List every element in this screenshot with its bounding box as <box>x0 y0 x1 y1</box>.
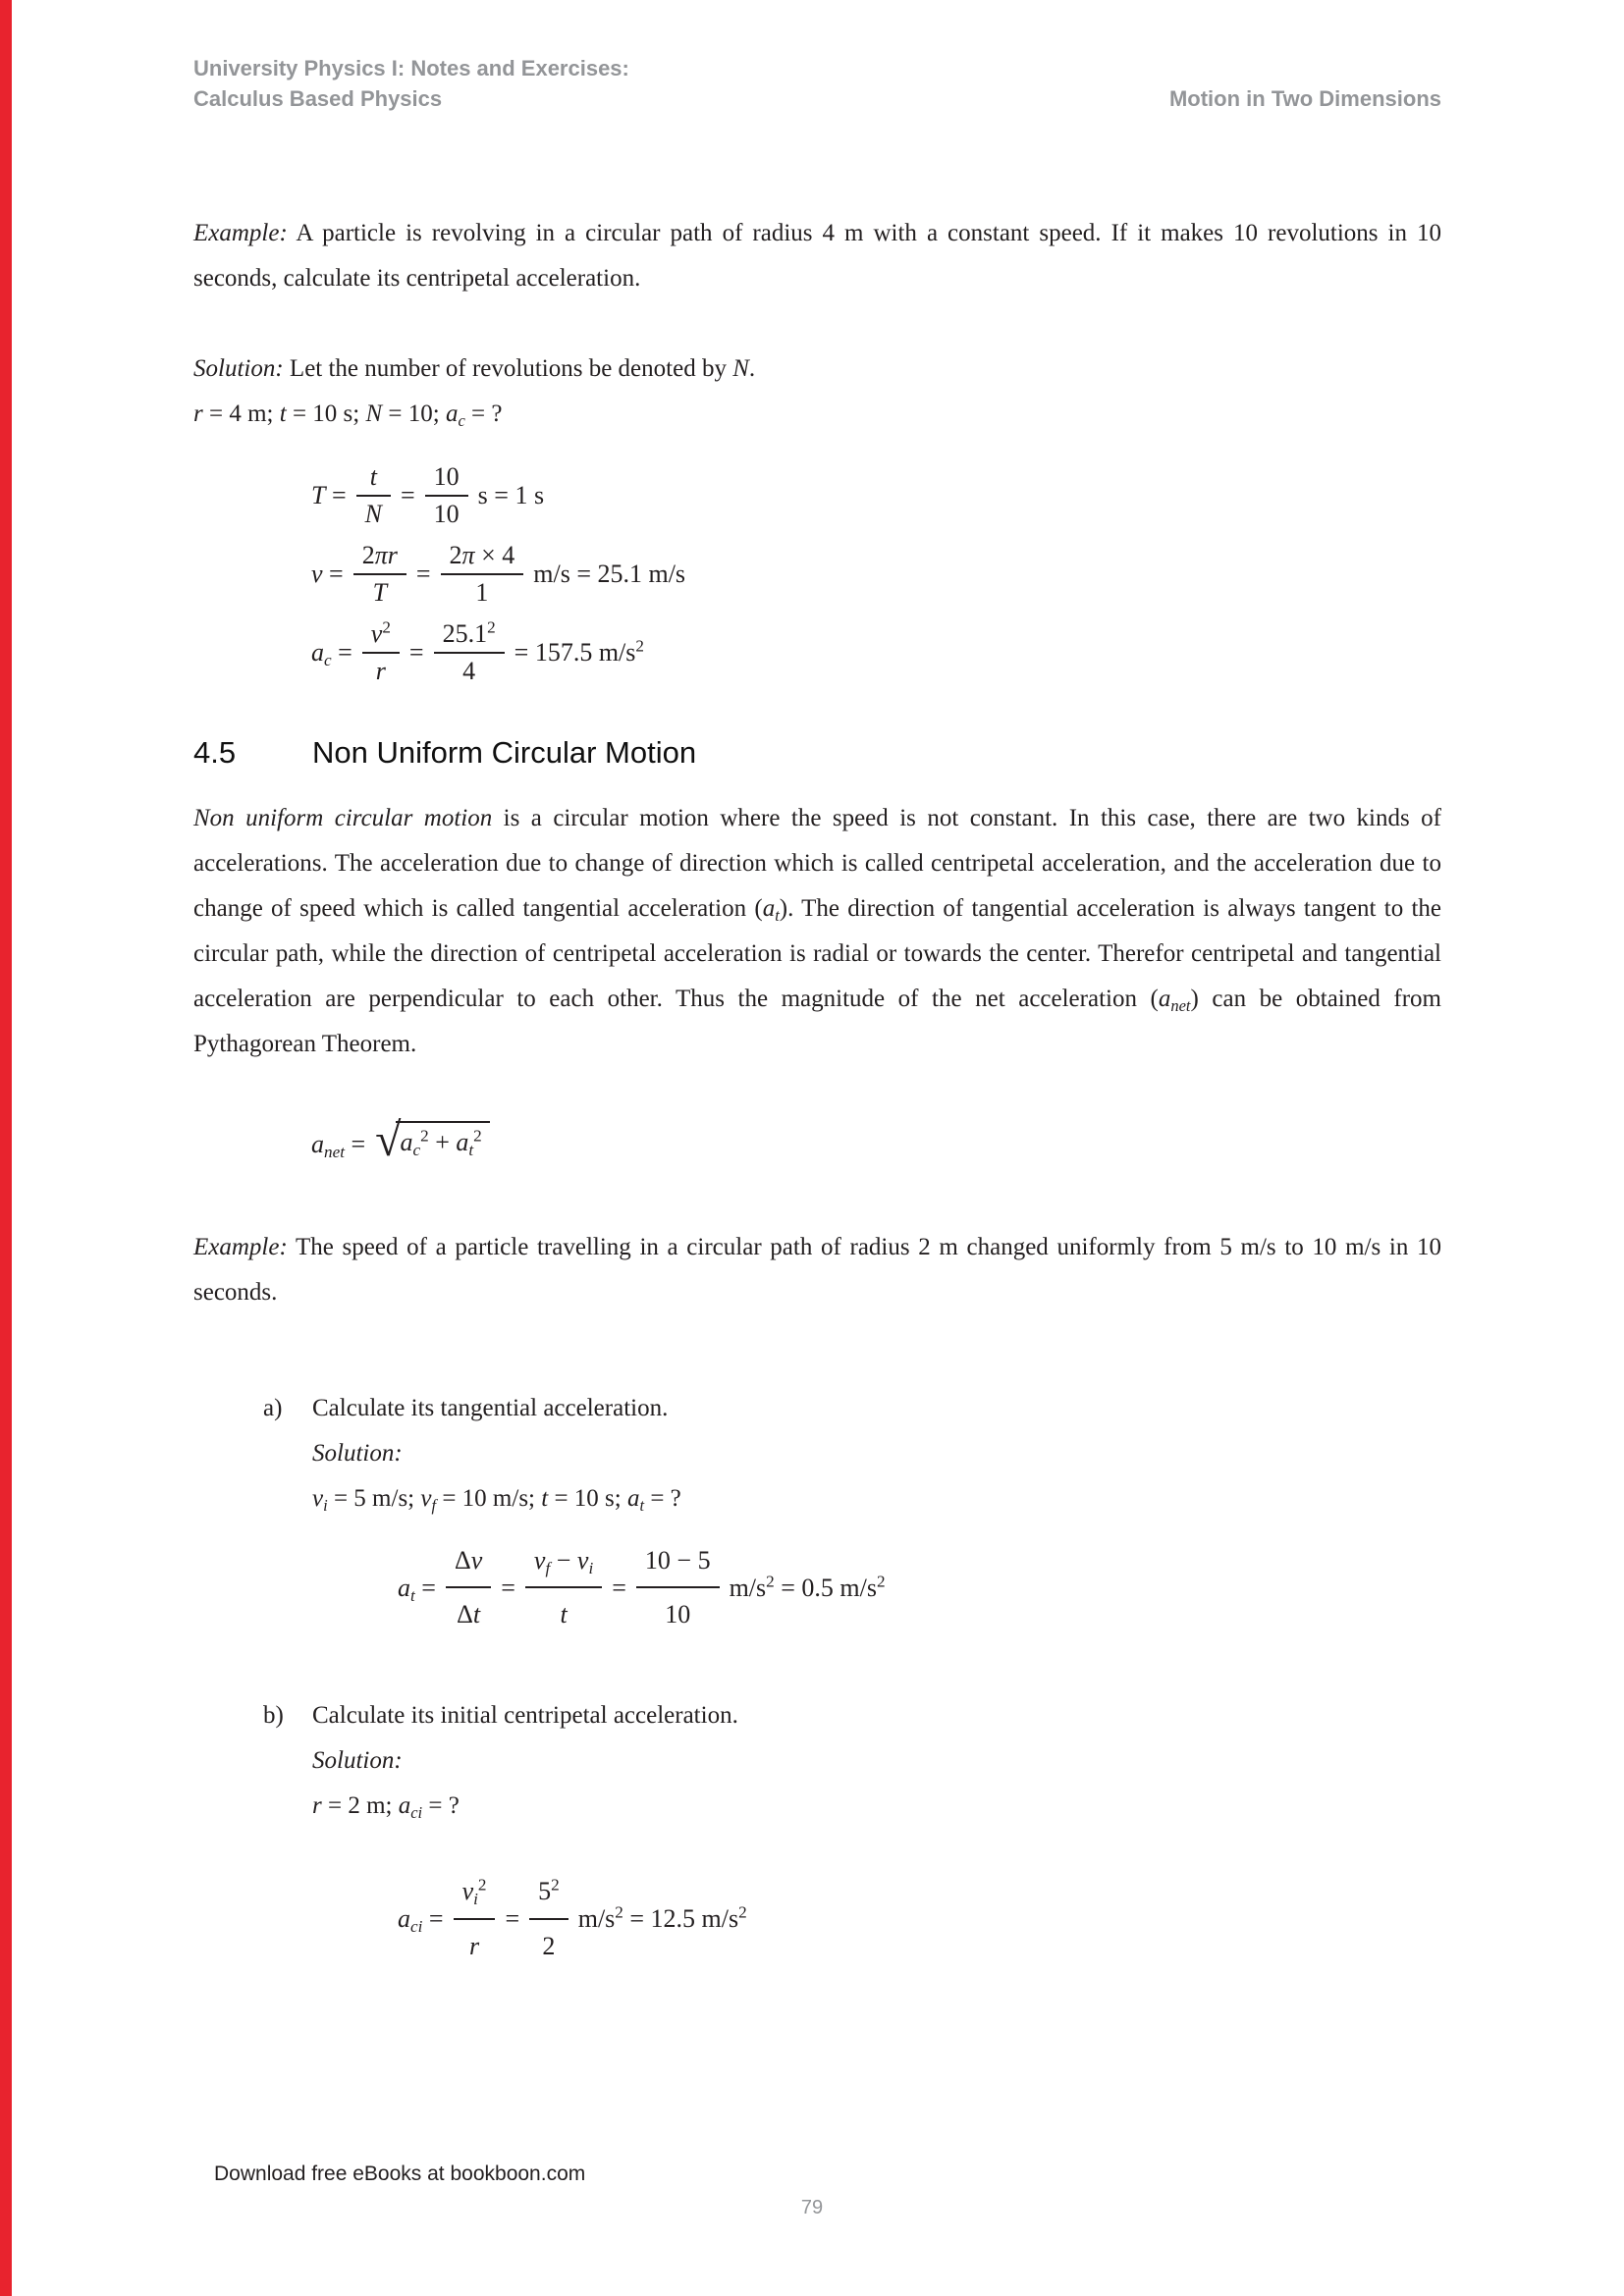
fraction-numerator: 10 − 5 <box>636 1537 720 1589</box>
item-a-givens: $v_i = 5$ m/s; $v_f = 10$ m/s; t = 10 s; $a_t$ = ? <box>312 1484 681 1515</box>
fraction <box>356 462 391 529</box>
equals-sign: = <box>400 480 415 509</box>
header-left <box>193 54 629 115</box>
fraction-denominator: 2 <box>542 1932 556 1961</box>
radicand: $a_c^2 + a_t^2$ <box>396 1121 489 1157</box>
item-b-text: Calculate its initial centripetal acceleration. <box>312 1702 738 1730</box>
chapter-title: Motion in Two Dimensions <box>1168 85 1441 111</box>
equals-sign: = <box>505 1904 520 1934</box>
radical-sign: √ <box>375 1113 402 1166</box>
fraction <box>362 619 400 686</box>
fraction-numerator: $v_i^2$ <box>454 1868 496 1920</box>
page-number: 79 <box>800 2197 824 2218</box>
fraction-numerator: 25.1$^2$ <box>434 619 505 654</box>
equals-sign: = <box>415 559 431 588</box>
list-item-b <box>263 1693 1441 1986</box>
fraction <box>636 1537 720 1639</box>
fraction-denominator: r <box>468 1932 480 1961</box>
fraction-numerator: 2πr <box>353 541 406 575</box>
fraction-numerator: Δv <box>446 1537 491 1589</box>
fraction-numerator: $5^2$ <box>529 1868 568 1920</box>
equation-lhs: $a_{ci}$ = <box>398 1904 444 1937</box>
equation-rhs: = 157.5 $m/s^2$ <box>514 636 644 667</box>
example-1-paragraph: Example: A particle is revolving in a circular path of radius 4 m with a constant speed. If it makes 10 revolutions in 10 seconds, calculate its centripetal acceleration. <box>193 219 1441 292</box>
page-content <box>0 211 1624 1986</box>
fraction-numerator: 10 <box>425 462 468 497</box>
list-item-a <box>263 1386 1441 1655</box>
fraction <box>529 1868 568 1970</box>
equation-period <box>311 462 1441 529</box>
worked-equations-block <box>193 462 1441 686</box>
list-body-b <box>312 1693 1441 1986</box>
fraction-numerator: 2π × 4 <box>441 541 524 575</box>
givens-line-1: r = 4 m; t = 10 s; N = 10; $a_c$ = ? <box>193 400 503 430</box>
fraction <box>434 619 505 686</box>
equals-sign: = <box>612 1573 626 1602</box>
fraction <box>425 462 468 529</box>
equals-sign: = <box>501 1573 515 1602</box>
fraction <box>525 1537 602 1639</box>
left-accent-bar <box>0 0 12 2296</box>
fraction <box>353 541 406 608</box>
equation-lhs: v = <box>311 559 344 588</box>
equation-net-acceleration <box>311 1113 1441 1168</box>
example-2-paragraph: Example: The speed of a particle travelling in a circular path of radius 2 m changed uniformly from 5 m/s to 10 m/s in 10 seconds. <box>193 1233 1441 1306</box>
item-b-givens: r = 2 m; $a_{ci}$ = ? <box>312 1792 460 1823</box>
fraction <box>454 1868 496 1970</box>
fraction-denominator: 10 <box>433 499 460 528</box>
equation-tangential <box>398 1537 1441 1639</box>
fraction-denominator: N <box>364 499 382 528</box>
section-title: Non Uniform Circular Motion <box>312 734 697 770</box>
fraction <box>441 541 524 608</box>
fraction-numerator: $v^2$ <box>362 619 400 654</box>
book-title: University Physics I: Notes and Exercises: <box>193 56 629 80</box>
equation-rhs: $m/s^2 = 0.5$ $m/s^2$ <box>729 1572 886 1602</box>
fraction-denominator: T <box>372 577 388 607</box>
equation-speed <box>311 541 1441 608</box>
section-body-paragraph: Non uniform circular motion is a circular motion where the speed is not constant. In this case, there are two kinds of accelerations. The acceleration due to change of direction which is called centripetal acceleration, and the acceleration due to change of speed which is called tangential acceleration $(a_t)$. The direction of tangential acceleration is always tangent to the circular path, while the direction of centripetal acceleration is radial or towards the center. Therefor centripetal and tangential acceleration are perpendicular to each other. Thus the magnitude of the net acceleration $(a_{net})$ can be obtained from Pythagorean Theorem. <box>193 804 1442 1057</box>
equation-rhs: s = 1 s <box>477 480 545 509</box>
fraction-denominator: r <box>375 656 386 685</box>
fraction-denominator: 10 <box>665 1600 691 1629</box>
fraction-denominator: Δt <box>457 1600 481 1629</box>
fraction-denominator: 4 <box>462 656 476 685</box>
download-link[interactable]: Download free eBooks at bookboon.com <box>214 2163 586 2185</box>
item-b-solution-label: Solution: <box>312 1747 403 1775</box>
equation-centripetal <box>311 619 1441 686</box>
fraction <box>446 1537 491 1639</box>
item-a-solution-label: Solution: <box>312 1439 403 1467</box>
square-root <box>375 1113 490 1168</box>
equation-rhs: $m/s^2 = 12.5$ $m/s^2$ <box>577 1902 747 1934</box>
fraction-numerator: t <box>356 462 391 497</box>
section-number: 4.5 <box>193 734 237 770</box>
equation-rhs: m/s = 25.1 m/s <box>533 559 686 588</box>
equals-sign: = <box>408 637 424 667</box>
equation-lhs: $a_t$ = <box>398 1573 436 1605</box>
equation-lhs: T = <box>311 480 347 509</box>
fraction-numerator: $v_f - v_i$ <box>525 1537 602 1589</box>
fraction-denominator: t <box>560 1600 568 1629</box>
list-marker-a: a) <box>263 1394 283 1421</box>
equation-lhs: $a_{net}$ = <box>311 1129 366 1161</box>
fraction-denominator: 1 <box>475 577 489 607</box>
item-a-text: Calculate its tangential acceleration. <box>312 1394 669 1421</box>
list-marker-b: b) <box>263 1702 284 1730</box>
page-header <box>0 0 1624 115</box>
book-subtitle: Calculus Based Physics <box>193 85 443 111</box>
list-body-a <box>312 1386 1441 1655</box>
solution-1-paragraph: Solution: Let the number of revolutions be denoted by N. <box>193 354 756 382</box>
section-heading <box>193 735 1441 771</box>
equation-lhs: $a_c$ = <box>311 637 352 669</box>
equation-initial-centripetal <box>398 1868 1441 1970</box>
